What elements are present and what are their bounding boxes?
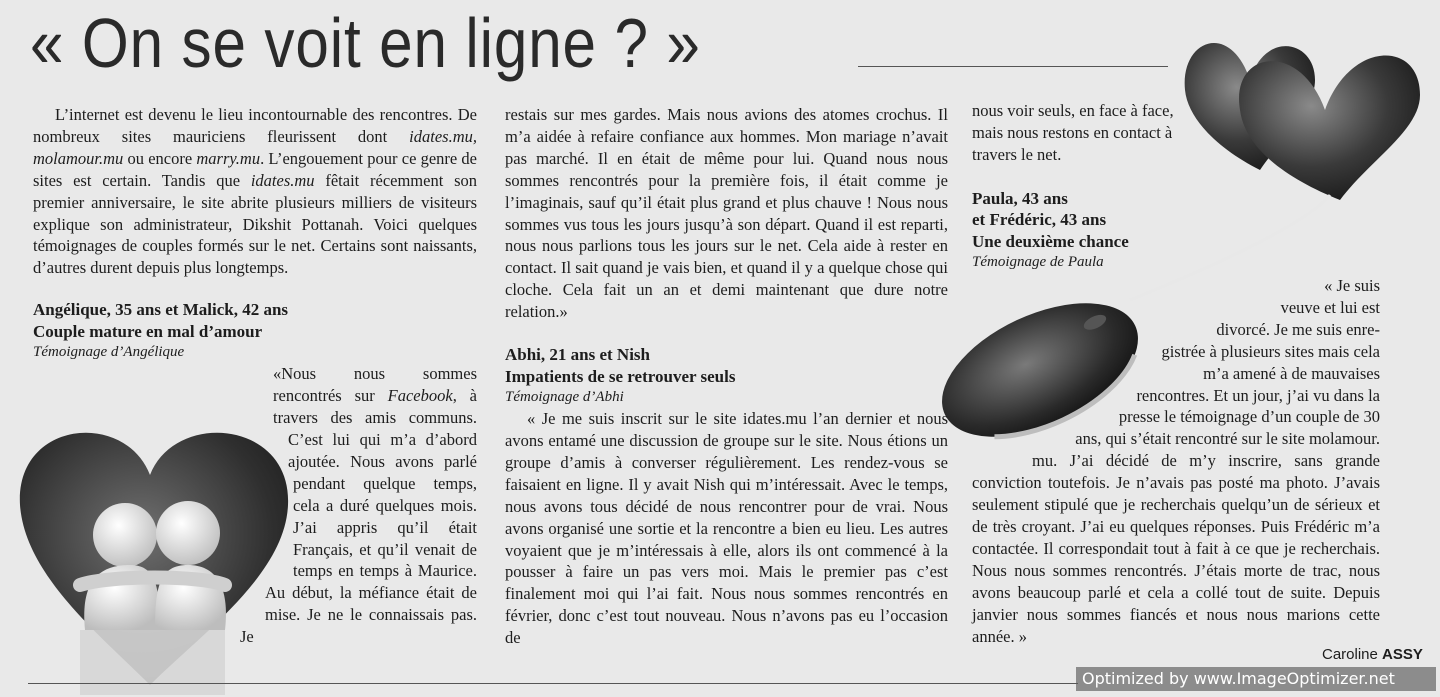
story1-continued: restais sur mes gardes. Mais nous avions des atomes crochus. Il m’a aidée à refaire confiance aux hommes. Mon mariage n’avait pas marché. Il en était de même pour lui. Quand nous nous sommes rencontrés pour la première fois, il était comme je l’imaginais, sauf qu’il était plus grand et plus chauve ! Nous nous sommes vus tous les jours jusqu’à son départ. Quand il est reparti, nous nous parlions tous les jours sur le net. Cela aide à rester en contact. Il sait quand je vais bien, et quand il y a quelque chose qui cloche. Cela fait un an et demi maintenant que dure notre relation.» bbox=[505, 105, 948, 322]
story3-names-2: et Frédéric, 43 ans bbox=[972, 210, 1107, 230]
byline: Caroline ASSY bbox=[1322, 646, 1423, 663]
story3-wrap-line: rencontres. Et un jour, j’ai vu dans la bbox=[1136, 385, 1380, 405]
story3-wrap-line: « Je suis bbox=[1324, 276, 1380, 295]
column-1 bbox=[33, 104, 477, 667]
story3-body bbox=[972, 275, 1410, 647]
story2-names: Abhi, 21 ans et Nish bbox=[505, 345, 651, 365]
intro-paragraph: L’internet est devenu le lieu incontournable des rencontres. De nombreux sites mauriciens fleurissent dont idates.mu, molamour.mu ou encore marry.mu. L’engouement pour ce genre de sites est certain. Tandis que idates.mu fêtait récemment son premier anniversaire, le site abrite plusieurs milliers de visiteurs explique son administrateur, Dikshit Pottanah. Voici quelques témoignages de couples formés sur le net. Certains sont naissants, d’autres durent depuis plus longtemps. bbox=[33, 105, 478, 278]
watermark-credit: Optimized by www.ImageOptimizer.net bbox=[1076, 667, 1436, 691]
story3-wrap-line: veuve et lui est bbox=[1280, 297, 1380, 317]
story1-source: Témoignage d’Angélique bbox=[33, 344, 185, 361]
story1-body: «Nous nous sommes rencontrés sur Facebook, à travers des amis communs. C’est lui qui m’a d’abord ajoutée. Nous avons parlé pendant quelque temps, cela a duré quelques mois. J’ai appris qu’il était Français, et qu’il venait de temps en temps à Maurice. Au début, la méfiance était de mise. Je ne le connaissais pas. Je bbox=[240, 364, 478, 647]
story3-wrap-line: gistrée à plusieurs sites mais cela bbox=[1161, 341, 1380, 361]
story2-title: Impatients de se retrouver seuls bbox=[505, 366, 736, 386]
column-3 bbox=[972, 100, 1196, 273]
heart-icon bbox=[1239, 55, 1420, 200]
story3-wrap-line: presse le témoignage d’un couple de 30 bbox=[1118, 407, 1380, 427]
story1-names: Angélique, 35 ans et Malick, 42 ans bbox=[33, 300, 289, 320]
story3-text: mu. J’ai décidé de m’y inscrire, sans grande conviction toutefois. Je n’avais pas posté ma photo. J’avais seulement stipulé que je recherchais quelqu’un de sérieux et de très croyant. J’ai eu quelques réponses. Puis Frédéric m’a contactée. Il correspondait tout à fait à ce que je recherchais. Nous nous sommes rencontrés. J’étais morte de trac, nous avons beaucoup parlé et cela a collé tout de suite. Depuis janvier nous sommes fiancés et nous nous marions cette année. » bbox=[972, 451, 1380, 646]
story3-wrap-line: ans, qui s’était rencontré sur le site molamour. bbox=[1075, 429, 1380, 449]
story3-source: Témoignage de Paula bbox=[972, 254, 1104, 271]
story1-title: Couple mature en mal d’amour bbox=[33, 321, 263, 341]
headline: « On se voit en ligne ? » bbox=[30, 4, 701, 82]
story2-continued: nous voir seuls, en face à face, mais nous restons en contact à travers le net. bbox=[972, 101, 1174, 164]
story3-wrap-line: divorcé. Je me suis enre- bbox=[1216, 319, 1380, 339]
story2-body: « Je me suis inscrit sur le site idates.mu l’an dernier et nous avons entamé une discussion de groupe sur le site. Nous étions un groupe d’amis à converser régulièrement. Les rendez-vous se faisaient en ligne. Il y avait Nish qui m’intéressait. Avec le temps, nous avons tous décidé de nous rencontrer pour de vrai. Nous avons organisé une sortie et la rencontre a bien eu lieu. Les autres voyaient que je m’intéressais à elle, alors ils ont commencé à la pousser à faire un pas vers moi. Mais le premier pas c’est finalement moi qui l’ai fait. Nous nous sommes rencontrés en février, donc c’est tout nouveau. Nous n’avons pas eu l’occasion de bbox=[505, 409, 948, 648]
column-2 bbox=[505, 104, 948, 649]
story3-wrap-line: m’a amené à de mauvaises bbox=[1203, 363, 1380, 383]
story3-names-1: Paula, 43 ans bbox=[972, 188, 1068, 208]
story2-source: Témoignage d’Abhi bbox=[505, 389, 624, 406]
story3-title: Une deuxième chance bbox=[972, 231, 1129, 251]
bottom-rule bbox=[28, 683, 1078, 684]
